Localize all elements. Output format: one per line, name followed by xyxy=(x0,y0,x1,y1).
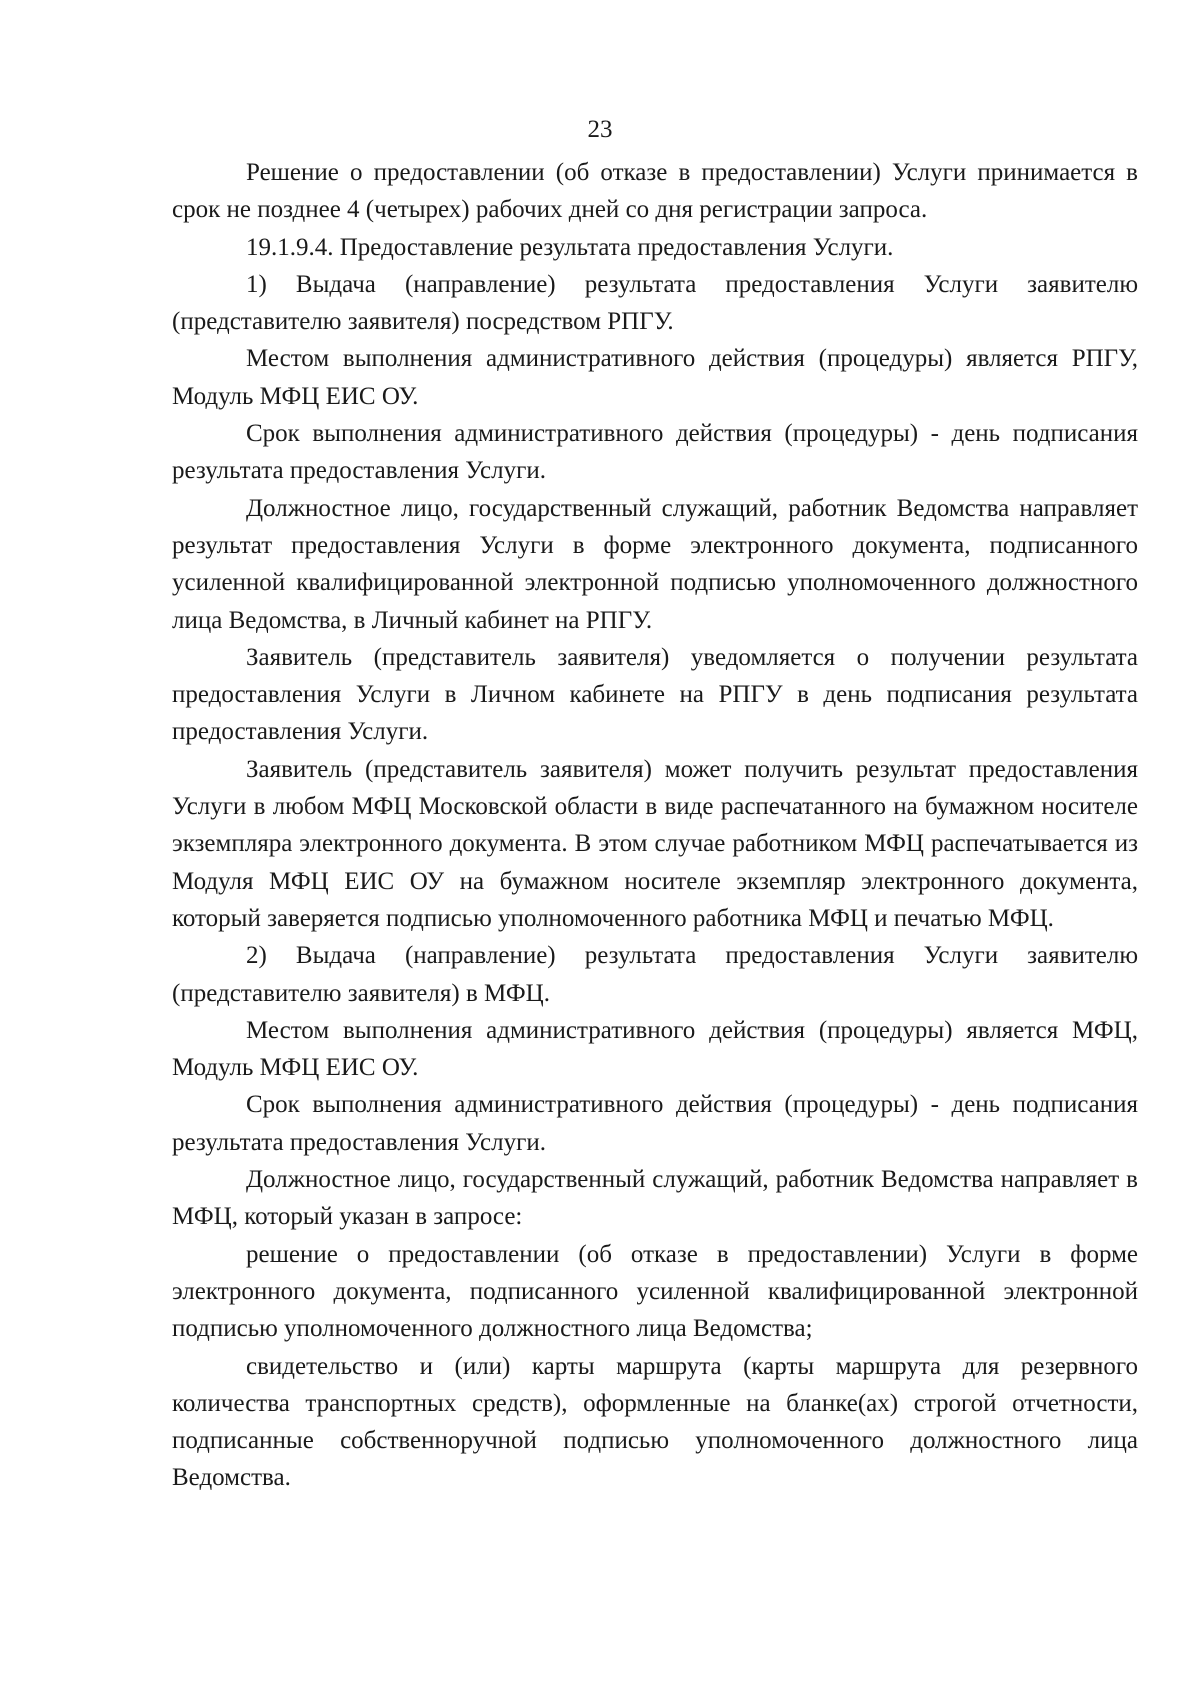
paragraph-section-heading: 19.1.9.4. Предоставление результата предоставления Услуги. xyxy=(246,233,894,261)
paragraph-item-1-rpgu: 1) Выдача (направление) результата предоставления Услуги заявителю (представителю заявителя) посредством РПГУ. xyxy=(172,270,1138,336)
paragraph-place-mfc: Местом выполнения административного действия (процедуры) является МФЦ, Модуль МФЦ ЕИС ОУ. xyxy=(172,1016,1138,1082)
paragraph-term-rpgu: Срок выполнения административного действия (процедуры) - день подписания результата предоставления Услуги. xyxy=(172,420,1138,485)
paragraph-term-mfc: Срок выполнения административного действия (процедуры) - день подписания результата предоставления Услуги. xyxy=(172,1091,1138,1156)
page-number: 23 xyxy=(587,116,613,143)
paragraph-official-sends-rpgu: Должностное лицо, государственный служащий, работник Ведомства направляет результат предоставления Услуги в форме электронного документа, подписанного усиленной квалифицированной электронной подписью уполномоченного должностного лица Ведомства, в Личный кабинет на РПГУ. xyxy=(172,494,1138,634)
document-body xyxy=(172,154,1138,1497)
paragraph-decision-document: решение о предоставлении (об отказе в предоставлении) Услуги в форме электронного документа, подписанного усиленной квалифицированной электронной подписью уполномоченного должностного лица Ведомства; xyxy=(172,1240,1138,1343)
paragraph-item-2-mfc: 2) Выдача (направление) результата предоставления Услуги заявителю (представителю заявителя) в МФЦ. xyxy=(172,942,1138,1007)
paragraph-decision-deadline: Решение о предоставлении (об отказе в предоставлении) Услуги принимается в срок не позднее 4 (четырех) рабочих дней со дня регистрации запроса. xyxy=(172,159,1138,224)
paragraph-applicant-notified: Заявитель (представитель заявителя) уведомляется о получении результата предоставления Услуги в Личном кабинете на РПГУ в день подписания результата предоставления Услуги. xyxy=(172,643,1138,746)
paragraph-certificate-route-cards: свидетельство и (или) карты маршрута (карты маршрута для резервного количества транспортных средств), оформленные на бланке(ах) строгой отчетности, подписанные собственноручной подписью уполномоченного должностного лица Ведомства. xyxy=(172,1352,1138,1492)
paragraph-place-rpgu: Местом выполнения административного действия (процедуры) является РПГУ, Модуль МФЦ ЕИС ОУ. xyxy=(172,345,1138,410)
paragraph-applicant-mfc-copy: Заявитель (представитель заявителя) может получить результат предоставления Услуги в любом МФЦ Московской области в виде распечатанного на бумажном носителе экземпляра электронного документа. В этом случае работником МФЦ распечатывается из Модуля МФЦ ЕИС ОУ на бумажном носителе экземпляр электронного документа, который заверяется подписью уполномоченного работника МФЦ и печатью МФЦ. xyxy=(172,755,1138,932)
paragraph-official-sends-mfc: Должностное лицо, государственный служащий, работник Ведомства направляет в МФЦ, который указан в запросе: xyxy=(172,1166,1138,1231)
